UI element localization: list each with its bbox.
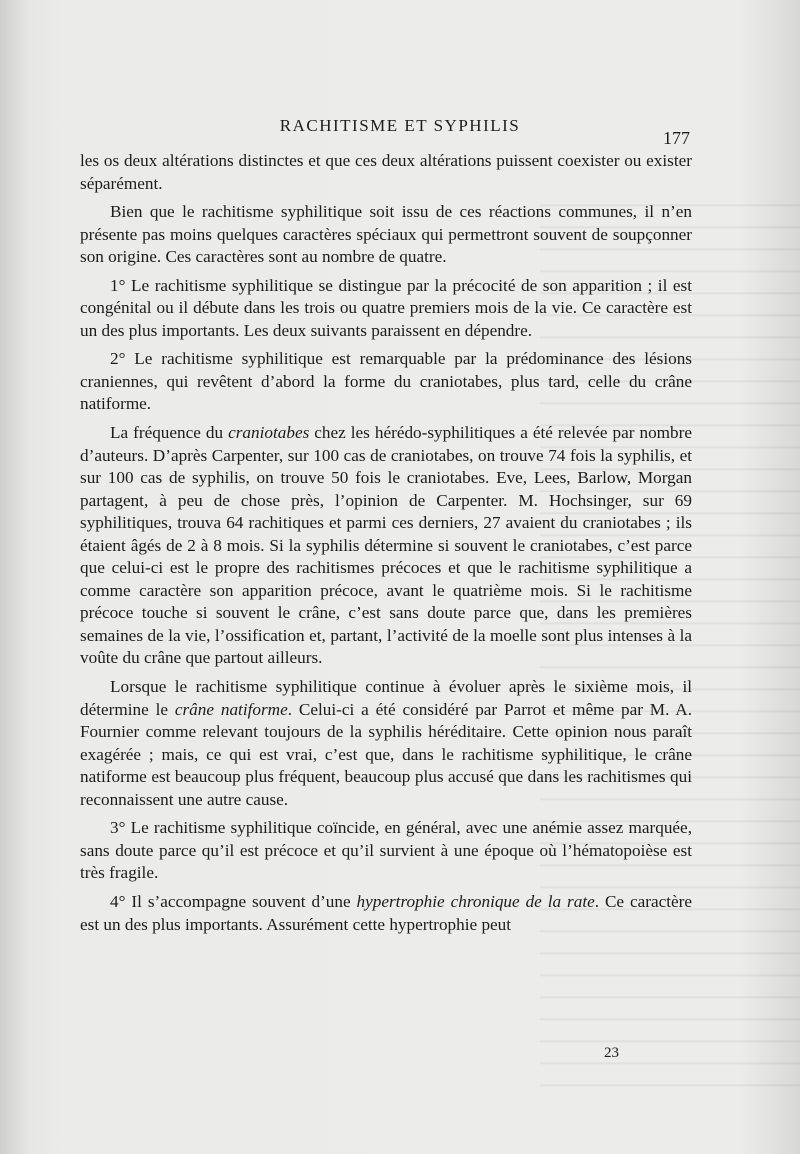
paragraph-5 (80, 422, 692, 670)
paragraph-7: 3° Le rachitisme syphilitique coïncide, en général, avec une anémie assez marquée, sans doute parce qu’il est précoce et qu’il survient à une époque où l’hématopoièse est très fragile. (80, 818, 692, 883)
italic-term-crane-natiforme: crâne natiforme (174, 699, 288, 719)
paragraph-6-lead: Lorsque le rachitisme syphilitique continue à évoluer après le sixième mois, il détermine le (80, 677, 692, 719)
signature-mark: 23 (604, 1045, 619, 1061)
running-title: RACHITISME ET SYPHILIS (279, 116, 521, 135)
paragraph-8-rest: . Ce caractère est un des plus importants. Assurément cette hypertrophie peut (80, 891, 692, 934)
paragraph-6 (80, 676, 692, 811)
italic-term-craniotabes: craniotabes (228, 423, 310, 443)
paragraph-5-lead: La fréquence du (110, 423, 229, 443)
paragraph-3: 1° Le rachitisme syphilitique se distingue par la précocité de son apparition ; il est congénital ou il débute dans les trois ou quatre premiers mois de la vie. Ce caractère est un des plus importants. Les deux suivants paraissent en dépendre. (80, 275, 692, 340)
running-head (80, 116, 720, 148)
paragraph-6-rest: . Celui-ci a été considéré par Parrot et même par M. A. Fournier comme relevant toujours de la syphilis héréditaire. Cette opinion nous paraît exagérée ; mais, ce qui est vrai, c’est que, dans le rachitisme syphilitique, le crâne natiforme est beaucoup plus fréquent, beaucoup plus accusé que dans les rachitismes qui reconnaissent une autre cause. (80, 699, 693, 809)
paragraph-1: les os deux altérations distinctes et que ces deux altérations puissent coexister ou exister séparément. (80, 151, 692, 193)
page-number: 177 (663, 128, 690, 148)
paragraph-5-rest: chez les hérédo-syphilitiques a été relevée par nombre d’auteurs. D’après Carpenter, sur 100 cas de craniotabes, on trouve 74 fois la syphilis, et sur 100 cas de syphilis, on trouve 50 fois le craniotabes. Eve, Lees, Barlow, Morgan partagent, à peu de chose près, l’opinion de Carpenter. M. Hochsinger, sur 69 syphilitiques, trouva 64 rachitiques et parmi ces derniers, 27 avaient du craniotabes ; ils étaient âgés de 2 à 8 mois. Si la syphilis détermine si souvent le craniotabes, c’est parce que celui-ci est le propre des rachitismes précoces et que le rachitisme syphilitique a comme caractère son apparition précoce, avant le quatrième mois. Si le rachitisme précoce touche si souvent le crâne, c’est sans doute parce que, dans les premières semaines de la vie, l’ossification et, partant, l’activité de la moelle sont plus intenses à la voûte du crâne que partout ailleurs. (80, 423, 692, 668)
paragraph-2: Bien que le rachitisme syphilitique soit issu de ces réactions communes, il n’en présente pas moins quelques caractères spéciaux qui permettront souvent de soupçonner son origine. Ces caractères sont au nombre de quatre. (80, 202, 692, 267)
paragraph-4: 2° Le rachitisme syphilitique est remarquable par la prédominance des lésions craniennes, qui revêtent d’abord la forme du craniotabes, plus tard, celle du crâne natiforme. (80, 349, 692, 414)
paragraph-8 (80, 891, 692, 936)
italic-term-hypertrophie: hypertrophie chronique de la rate (356, 891, 595, 911)
paragraph-8-lead: 4° Il s’accompagne souvent d’une (110, 891, 357, 911)
body-text (80, 150, 692, 942)
